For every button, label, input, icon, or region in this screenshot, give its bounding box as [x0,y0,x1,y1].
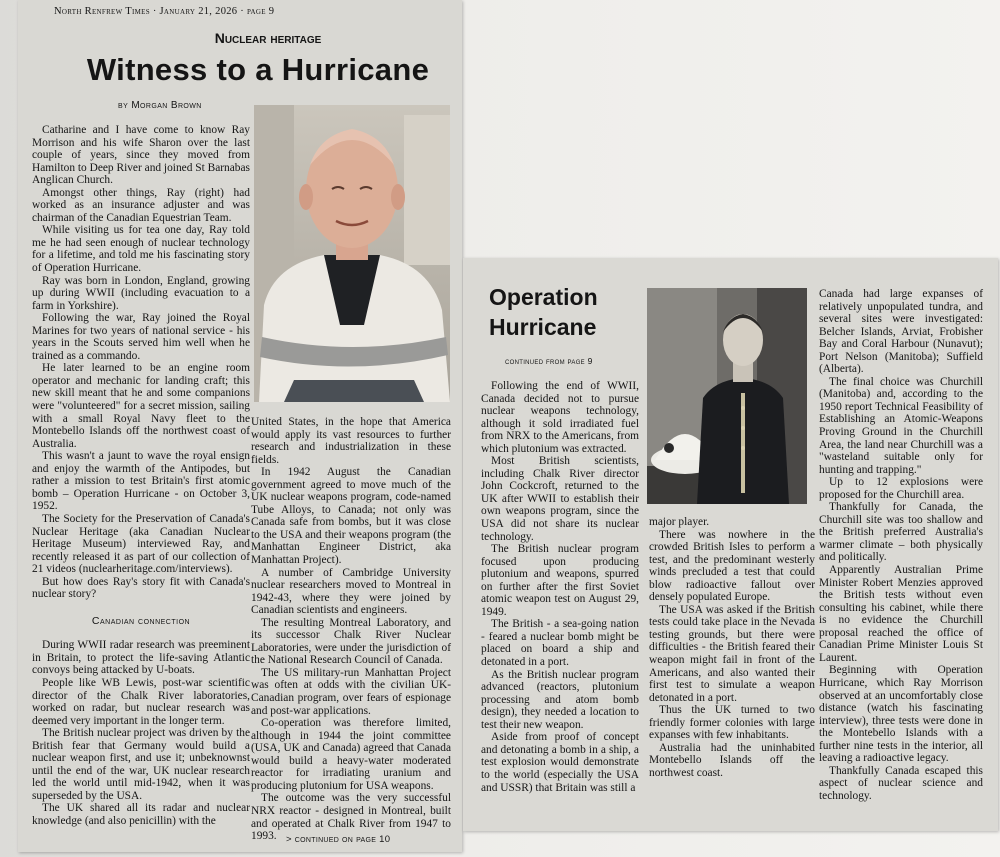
paragraph: The outcome was the very successful NRX reactor - designed in Montreal, built and operated at Chalk River from 1947 to 1993. [251,792,451,843]
paragraph: The UK shared all its radar and nuclear knowledge (and also penicillin) with the [32,802,250,827]
article-column-2 [649,516,815,779]
paragraph: The resulting Montreal Laboratory, and its successor Chalk River Nuclear Laboratories, were under the jurisdiction of the National Research Council of Canada. [251,616,451,667]
paragraph: Australia had the uninhabited Montebello Islands off the northwest coast. [649,741,815,779]
paragraph: Following the end of WWII, Canada decided not to pursue nuclear weapons technology, although it sold irradiated fuel from NRX to the Americans, from which plutonium was extracted. [481,380,639,455]
paragraph: Ray was born in London, England, growing up during WWII (including evacuation to a farm in Yorkshire). [32,274,250,312]
paragraph: This wasn't a jaunt to wave the royal ensign and enjoy the warmth of the Antipodes, but rather a mission to test Britain's first atomic bomb – Operation Hurricane - on October 3, 1952. [32,450,250,513]
article-column-right [251,416,451,843]
article-column-3 [819,288,983,802]
photo-ray-morrison [254,105,450,402]
paragraph: The Society for the Preservation of Canada's Nuclear Heritage (aka Canadian Nuclear Heritage Museum) interviewed Ray, and recently released it as part of our collection of 21 videos (nuclearheritage.com/interviews). [32,512,250,576]
paragraph: Canada had large expanses of relatively unpopulated tundra, and several sites were investigated: Belcher Islands, Arviat, Frobisher Bay and Coral Harbour (Nunavut); Port Nelson (Manitoba); Suffield (Alberta). [819,288,983,376]
article-column-1 [481,380,639,794]
masthead: North Renfrew Times · January 21, 2026 · page 9 [54,6,275,17]
paragraph: Co-operation was therefore limited, although in 1944 the joint committee (USA, UK and Canada) agreed that Canada would build a heavy-water moderated reactor for irradiating uranium and producing plutonium for USA weapons. [251,717,451,792]
paragraph: The British nuclear program focused upon producing plutonium and weapons, spurred on further after the first Soviet atomic weapon test on August 29, 1949. [481,543,639,618]
continued-on-label: > continued on page 10 [286,834,391,845]
paragraph: During WWII radar research was preeminent in Britain, to protect the life-saving Atlantic convoys being attacked by U-boats. [32,639,250,677]
paragraph: Apparently Australian Prime Minister Robert Menzies approved the British tests without even consulting his cabinet, while there is no evidence the Churchill proposal reached the office of Canadian Prime Minister Louis St Laurent. [819,564,983,664]
paragraph: The final choice was Churchill (Manitoba) and, according to the 1950 report Technical Feasibility of Establishing an Atomic-Weapons Proving Ground in the Churchill Area, the land near Churchill was a "wasteland suitable only for hunting and trapping." [819,375,983,476]
headline: Witness to a Hurricane [86,52,430,87]
subhead-canadian-connection: Canadian connection [91,614,191,627]
paragraph: Most British scientists, including Chalk River director John Cockcroft, returned to the UK after WWII to establish their own weapons program, since the USA did not share its nuclear technology. [481,455,639,543]
paragraph: Thus the UK turned to two friendly former colonies with large expanses with few inhabitants. [649,704,815,742]
paragraph: Up to 12 explosions were proposed for the Churchill area. [819,476,983,501]
paragraph: But how does Ray's story fit with Canada's nuclear story? [32,575,250,601]
paragraph: There was nowhere in the crowded British Isles to perform a test, and the predominant westerly winds precluded a test that could blow radioactive fallout over densely populated Europe. [649,528,815,604]
section-kicker: Nuclear heritage [214,30,322,46]
paragraph: major player. [649,516,710,528]
paragraph: Beginning with Operation Hurricane, which Ray Morrison observed at an uncomfortably close distance (watch his fascinating interview), three tests were done in the Montebello Islands with a further nine tests in the interior, all leaving a radioactive legacy. [819,664,983,765]
paragraph: A number of Cambridge University nuclear researchers moved to Montreal in 1942-43, where they were joined by Canadian scientists and engineers. [251,566,451,617]
paragraph: The USA was asked if the British tests could take place in the Nevada testing grounds, but there were difficulties - the British feared their weapon might fail in front of the Americans, and also wanted their first test to simulate a weapon detonated in a port. [649,603,815,704]
paragraph: The British nuclear project was driven by the British fear that Germany would build a nuclear weapon first, and use it; unbeknownst until the end of the war, UK nuclear research led the world until mid-1942, when it was superseded by the USA. [32,727,250,802]
paragraph: Thankfully for Canada, the Churchill site was too shallow and the British preferred Australia's warmer climate – both physically and politically. [819,501,983,564]
paragraph: Amongst other things, Ray (right) had worked as an insurance adjuster and was chairman of the Canadian Equestrian Team. [32,186,250,224]
paragraph: The US military-run Manhattan Project was often at odds with the civilian UK-Canadian program, over fears of espionage and post-war applications. [251,666,451,717]
paragraph: People like WB Lewis, post-war scientific director of the Chalk River laboratories, worked on radar, but nuclear research was deemed very important in the longer term. [32,676,250,727]
byline: by Morgan Brown [118,100,202,111]
newspaper-clipping-page10 [463,258,998,831]
paragraph: The British - a sea-going nation - feared a nuclear bomb might be placed on board a ship and detonated in a port. [481,618,639,669]
photo-young-royal-marine [647,288,807,504]
paragraph: Thankfully Canada escaped this aspect of nuclear science and technology. [819,764,983,802]
article-column-left [32,124,250,828]
paragraph: He later learned to be an engine room operator and mechanic for landing craft; this new skill meant that he and some companions were "volunteered" for a secret mission, sailing with a small Royal Navy fleet to the Montebello Islands off the northwest coast of Australia. [32,362,250,450]
paragraph: Catharine and I have come to know Ray Morrison and his wife Sharon over the last couple of years, since they moved from Hamilton to Deep River and joined St Barnabas Anglican Church. [32,124,250,187]
headline: Operation Hurricane [489,284,598,340]
continued-from-label: continued from page 9 [505,356,593,366]
paragraph: Following the war, Ray joined the Royal Marines for two years of national service - his years in the Scouts served him well when he trained as a commando. [32,312,250,362]
paragraph: United States, in the hope that America would apply its vast resources to further research and industrialization in these fields. [251,416,451,466]
paragraph: As the British nuclear program advanced (reactors, plutonium processing and atom bomb design), they needed a location to test their new weapon. [481,668,639,731]
paragraph: Aside from proof of concept and detonating a bomb in a ship, a test explosion would demonstrate to the world (especially the USA and USSR) that Britain was still a [481,731,639,794]
paragraph: While visiting us for tea one day, Ray told me he had seen enough of nuclear technology for a lifetime, and told me his fascinating story of Operation Hurricane. [32,224,250,275]
newspaper-clipping-page9 [18,0,462,852]
paragraph: In 1942 August the Canadian government agreed to move much of the UK nuclear weapons program, code-named Tube Alloys, to Canada; not only was Canada safe from bombs, but it was close to the USA and their weapons program (the Manhattan Engineer District, aka Manhattan Project). [251,466,451,567]
